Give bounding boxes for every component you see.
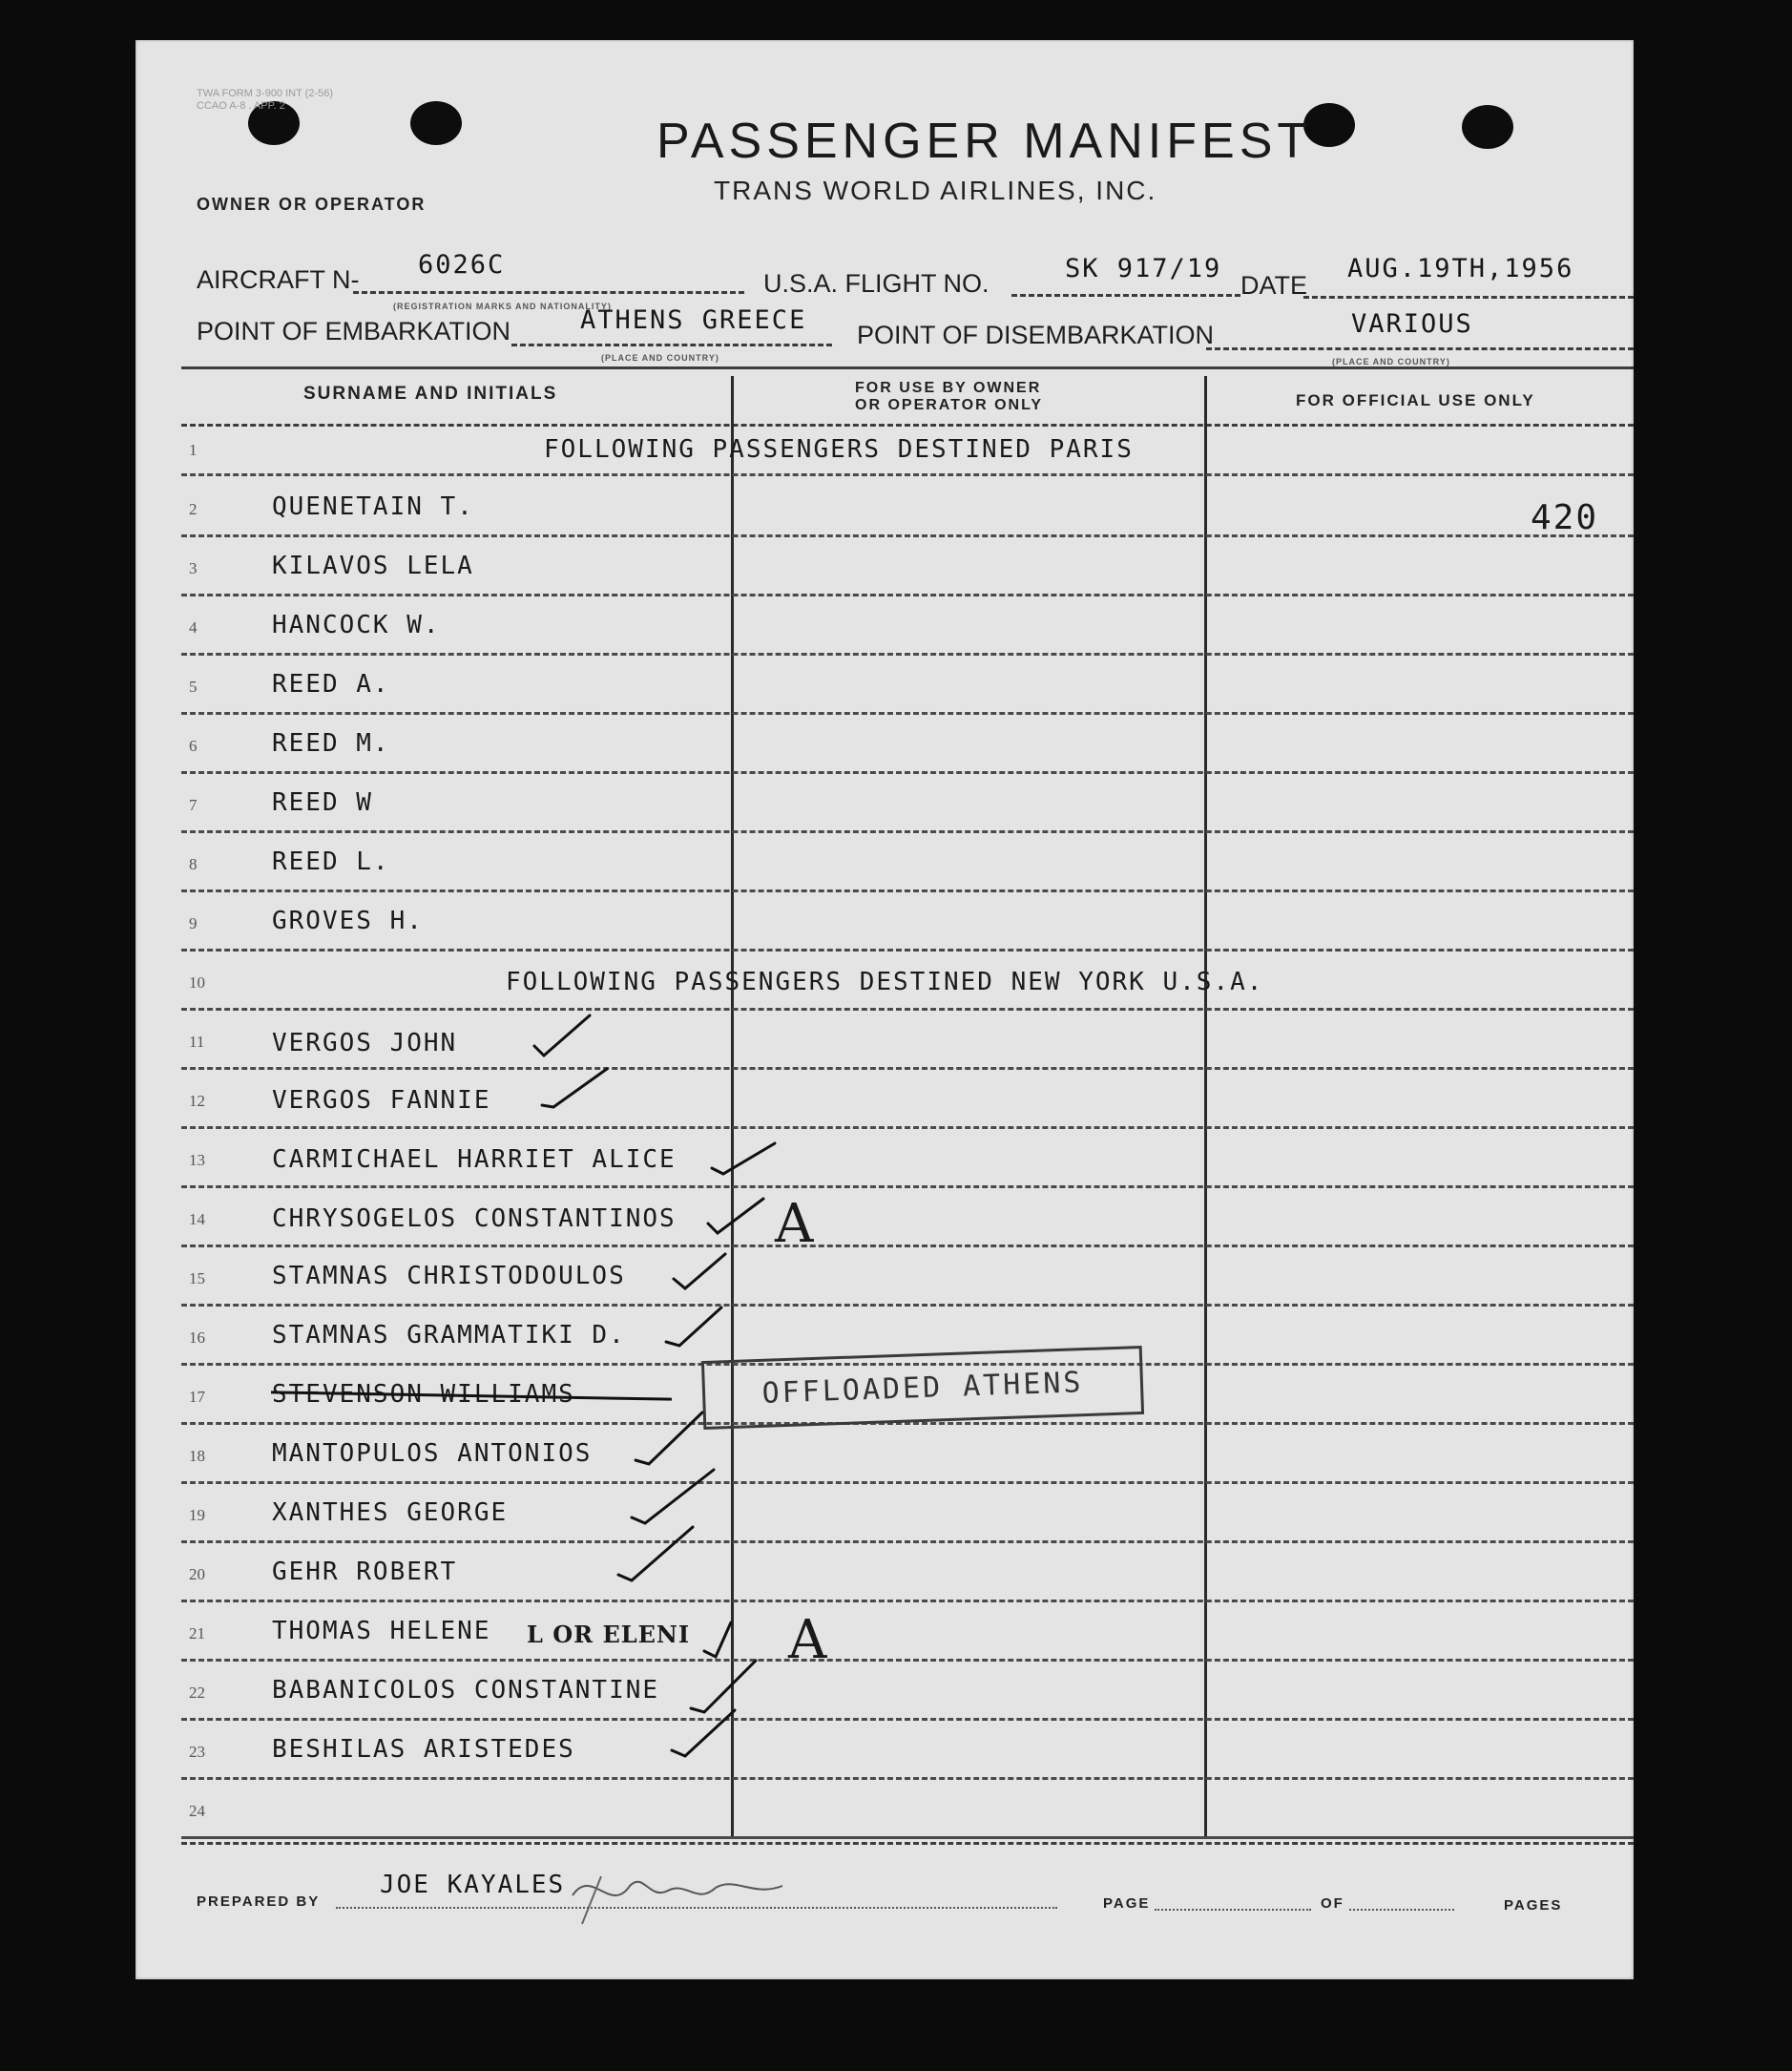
passenger-name: VERGOS JOHN: [272, 1029, 458, 1057]
embarkation-caption: (PLACE AND COUNTRY): [601, 353, 719, 363]
passenger-name: HANCOCK W.: [272, 611, 441, 639]
prepared-by-value: JOE KAYALES: [380, 1871, 566, 1899]
passenger-name: GROVES H.: [272, 907, 424, 935]
aircraft-value: 6026C: [418, 250, 506, 280]
row-number: 24: [189, 1802, 205, 1820]
flight-value: SK 917/19: [1065, 254, 1222, 283]
row-number: 20: [189, 1565, 205, 1583]
col-header-official: FOR OFFICIAL USE ONLY: [1296, 391, 1535, 409]
check-mark: [712, 1143, 775, 1174]
prepared-by-label: PREPARED BY: [197, 1893, 321, 1910]
row-number: 2: [189, 500, 198, 518]
check-mark: [704, 1622, 731, 1657]
row21-extra-note: L OR ELENI: [527, 1621, 691, 1648]
page-title: PASSENGER MANIFEST: [656, 114, 1313, 169]
row-number: 8: [189, 855, 198, 873]
col-header-owner-2: OR OPERATOR ONLY: [855, 397, 1044, 413]
disembarkation-value: VARIOUS: [1351, 309, 1473, 339]
passenger-name: MANTOPULOS ANTONIOS: [272, 1439, 593, 1468]
signature-scribble: [553, 1857, 802, 1934]
row-number: 18: [189, 1447, 205, 1465]
passenger-name: GEHR ROBERT: [272, 1558, 458, 1586]
passenger-name: REED M.: [272, 729, 390, 758]
passenger-name: BESHILAS ARISTEDES: [272, 1735, 575, 1764]
row-number: 6: [189, 737, 198, 755]
passenger-name-struck: STEVENSON WILLIAMS: [272, 1380, 575, 1409]
page-number-line: [1155, 1909, 1311, 1911]
pages-label: PAGES: [1504, 1897, 1563, 1914]
handwritten-a-mark: A: [788, 1609, 827, 1671]
passenger-name: CHRYSOGELOS CONSTANTINOS: [272, 1204, 677, 1233]
check-mark: [534, 1015, 590, 1056]
passenger-name: XANTHES GEORGE: [272, 1498, 509, 1527]
passenger-name: REED W: [272, 788, 373, 817]
page-subtitle: TRANS WORLD AIRLINES, INC.: [714, 176, 1157, 205]
note-destined-new-york: FOLLOWING PASSENGERS DESTINED NEW YORK U.S.A.: [506, 968, 1264, 996]
row-number: 15: [189, 1269, 205, 1287]
check-mark: [672, 1710, 735, 1756]
check-mark: [691, 1661, 756, 1712]
embarkation-value: ATHENS GREECE: [580, 305, 807, 335]
row-number: 3: [189, 559, 198, 577]
row-number: 14: [189, 1210, 205, 1228]
row-number: 1: [189, 441, 198, 459]
date-value: AUG.19TH,1956: [1347, 254, 1574, 283]
prepared-by-line: [336, 1907, 1057, 1909]
row-number: 9: [189, 914, 198, 932]
row-number: 10: [189, 973, 205, 992]
row-number: 4: [189, 618, 198, 637]
col-header-owner-1: FOR USE BY OWNER: [855, 380, 1042, 396]
passenger-name: STAMNAS GRAMMATIKI D.: [272, 1321, 626, 1349]
row-number: 16: [189, 1328, 205, 1347]
embarkation-label: POINT OF EMBARKATION: [197, 317, 511, 345]
check-mark: [636, 1412, 702, 1464]
row-number: 7: [189, 796, 198, 814]
passenger-name: BABANICOLOS CONSTANTINE: [272, 1676, 660, 1705]
note-destined-paris: FOLLOWING PASSENGERS DESTINED PARIS: [544, 435, 1134, 464]
passenger-name: CARMICHAEL HARRIET ALICE: [272, 1145, 677, 1174]
passenger-name: THOMAS HELENE: [272, 1617, 491, 1645]
row-number: 11: [189, 1033, 205, 1051]
disembarkation-caption: (PLACE AND COUNTRY): [1332, 357, 1450, 366]
check-mark: [674, 1254, 725, 1288]
row-number: 17: [189, 1388, 205, 1406]
disembarkation-label: POINT OF DISEMBARKATION: [857, 321, 1215, 349]
aircraft-caption: (REGISTRATION MARKS AND NATIONALITY): [393, 302, 612, 311]
row-number: 5: [189, 678, 198, 696]
col-header-surname: SURNAME AND INITIALS: [303, 384, 558, 404]
check-mark: [618, 1527, 693, 1580]
row-number: 22: [189, 1684, 205, 1702]
form-code-line-2: CCAO A-8 . APP. 2: [197, 100, 285, 112]
check-mark: [632, 1470, 714, 1523]
date-label: DATE: [1240, 271, 1308, 300]
passenger-name: KILAVOS LELA: [272, 552, 474, 580]
form-code-line-1: TWA FORM 3-900 INT (2-56): [197, 88, 334, 99]
footer-top-rule: [181, 1842, 1634, 1845]
row-number: 13: [189, 1151, 205, 1169]
aircraft-label: AIRCRAFT N-: [197, 265, 360, 294]
page-total-line: [1349, 1909, 1454, 1911]
row-number: 21: [189, 1624, 205, 1642]
official-use-value: 420: [1531, 498, 1599, 537]
page-label: PAGE: [1103, 1895, 1151, 1912]
passenger-name: VERGOS FANNIE: [272, 1086, 491, 1115]
row-number: 19: [189, 1506, 205, 1524]
of-label: OF: [1321, 1895, 1344, 1912]
check-mark: [708, 1199, 763, 1233]
passenger-name: REED L.: [272, 847, 390, 876]
check-mark: [542, 1069, 607, 1107]
row-number: 12: [189, 1092, 205, 1110]
check-mark: [666, 1307, 721, 1346]
owner-label: OWNER OR OPERATOR: [197, 195, 427, 214]
flight-label: U.S.A. FLIGHT NO.: [763, 269, 990, 298]
passenger-name: REED A.: [272, 670, 390, 699]
passenger-name: STAMNAS CHRISTODOULOS: [272, 1262, 626, 1290]
offloaded-stamp: OFFLOADED ATHENS: [701, 1346, 1144, 1430]
row-number: 23: [189, 1743, 205, 1761]
passenger-name: QUENETAIN T.: [272, 492, 474, 521]
handwritten-a-mark: A: [775, 1193, 814, 1255]
